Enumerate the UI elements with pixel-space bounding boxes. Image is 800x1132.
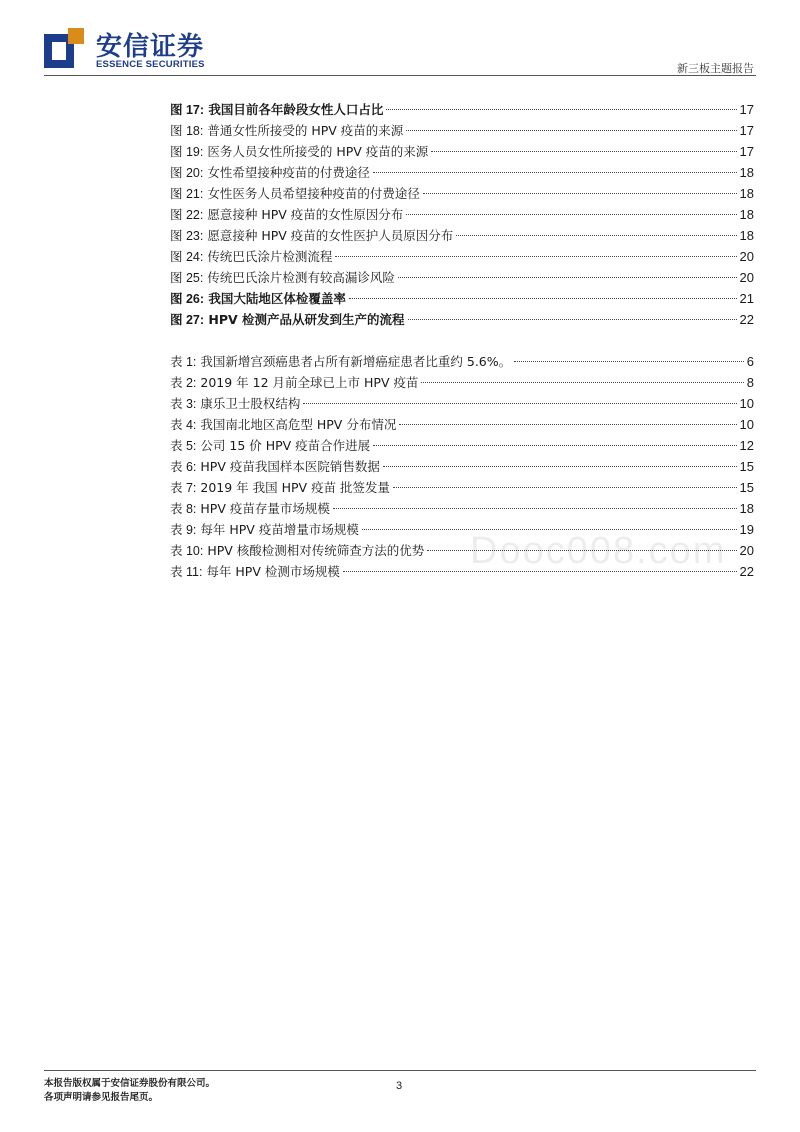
table-entry-number: 表 4: — [170, 418, 197, 432]
figure-entry-title: 女性希望接种疫苗的付费途径 — [207, 165, 370, 180]
figure-entry-title: 传统巴氏涂片检测有较高漏诊风险 — [207, 270, 395, 285]
table-entry-title: HPV 疫苗存量市场规模 — [200, 501, 330, 516]
table-entry-page: 15 — [739, 480, 754, 495]
logo-chinese-name: 安信证券 — [96, 32, 205, 62]
dot-leader — [421, 382, 743, 383]
figure-entry-number: 图 17: — [170, 103, 205, 117]
figure-entry-page: 20 — [739, 249, 754, 264]
figure-entry-label — [170, 120, 403, 142]
figure-entry-page: 18 — [739, 165, 754, 180]
dot-leader — [427, 550, 736, 551]
figure-entry-title: 医务人员女性所接受的 HPV 疫苗的来源 — [207, 144, 429, 159]
dot-leader — [456, 235, 736, 236]
logo-english-name: ESSENCE SECURITIES — [96, 59, 205, 70]
dot-leader — [386, 109, 736, 110]
figure-entry[interactable] — [170, 162, 754, 183]
table-entry[interactable] — [170, 414, 754, 435]
dot-leader — [373, 172, 737, 173]
table-entry-page: 22 — [739, 564, 754, 579]
figure-entry-label — [170, 204, 403, 226]
figure-entry[interactable] — [170, 309, 754, 330]
figure-entry-number: 图 19: — [170, 145, 204, 159]
figure-entry-page: 20 — [739, 270, 754, 285]
figure-entry-title: HPV 检测产品从研发到生产的流程 — [208, 312, 405, 327]
footer-copyright: 本报告版权属于安信证券股份有限公司。 — [44, 1078, 216, 1089]
footer-notice: 各项声明请参见报告尾页。 — [44, 1092, 159, 1103]
figure-entry-page: 22 — [739, 312, 754, 327]
table-entry[interactable] — [170, 372, 754, 393]
table-entry-title: HPV 核酸检测相对传统筛查方法的优势 — [207, 543, 425, 558]
table-entry-page: 18 — [739, 501, 754, 516]
table-entry-label — [170, 435, 370, 457]
figure-entry-title: 愿意接种 HPV 疫苗的女性原因分布 — [207, 207, 404, 222]
table-entry-title: HPV 疫苗我国样本医院销售数据 — [200, 459, 380, 474]
dot-leader — [406, 214, 736, 215]
figure-entry-label — [170, 99, 383, 121]
table-entry-number: 表 6: — [170, 460, 197, 474]
table-entry[interactable] — [170, 519, 754, 540]
figure-entry-number: 图 22: — [170, 208, 204, 222]
table-entry-page: 20 — [739, 543, 754, 558]
figure-entry-number: 图 23: — [170, 229, 204, 243]
table-entry-title: 2019 年 12 月前全球已上市 HPV 疫苗 — [200, 375, 419, 390]
footer-disclaimer — [44, 1077, 215, 1105]
figure-entry-number: 图 24: — [170, 250, 204, 264]
table-entry[interactable] — [170, 498, 754, 519]
table-entry[interactable] — [170, 351, 754, 372]
table-entry-label — [170, 477, 390, 499]
table-entry-page: 10 — [739, 417, 754, 432]
table-entry-title: 每年 HPV 检测市场规模 — [206, 564, 340, 579]
figure-entry-page: 17 — [739, 102, 754, 117]
table-entry[interactable] — [170, 456, 754, 477]
figure-entry-label — [170, 246, 332, 268]
figure-entry-label — [170, 183, 420, 205]
table-entry[interactable] — [170, 561, 754, 582]
table-entry-number: 表 3: — [170, 397, 197, 411]
figure-entry-label — [170, 267, 395, 289]
table-entry-label — [170, 393, 300, 415]
figure-entry[interactable] — [170, 288, 754, 309]
figure-entry-number: 图 26: — [170, 292, 205, 306]
table-entry-label — [170, 414, 396, 436]
figure-entry-title: 传统巴氏涂片检测流程 — [207, 249, 333, 264]
table-entry-title: 我国南北地区高危型 HPV 分布情况 — [200, 417, 397, 432]
table-entry-number: 表 9: — [170, 523, 197, 537]
table-entry-page: 15 — [739, 459, 754, 474]
table-entry-number: 表 7: — [170, 481, 197, 495]
table-entry-label — [170, 540, 424, 562]
page-header — [0, 0, 800, 80]
report-type: 新三板主题报告 — [677, 62, 754, 75]
table-entry-page: 12 — [739, 438, 754, 453]
dot-leader — [333, 508, 737, 509]
table-entry-number: 表 11: — [170, 565, 203, 579]
figure-entry-number: 图 21: — [170, 187, 204, 201]
table-entry-title: 公司 15 价 HPV 疫苗合作进展 — [200, 438, 371, 453]
table-entry[interactable] — [170, 477, 754, 498]
figure-entry-title: 普通女性所接受的 HPV 疫苗的来源 — [207, 123, 404, 138]
dot-leader — [408, 319, 737, 320]
table-entry-label — [170, 351, 511, 373]
dot-leader — [423, 193, 737, 194]
dot-leader — [399, 424, 736, 425]
figure-entry-number: 图 25: — [170, 271, 204, 285]
watermark: Dooc008.com — [470, 530, 727, 572]
table-entry-label — [170, 372, 418, 394]
header-divider — [44, 75, 756, 76]
figure-entry[interactable] — [170, 141, 754, 162]
figure-entry-page: 17 — [739, 123, 754, 138]
figure-entry[interactable] — [170, 204, 754, 225]
figure-entry-title: 女性医务人员希望接种疫苗的付费途径 — [207, 186, 420, 201]
table-entry-label — [170, 519, 359, 541]
figure-entry[interactable] — [170, 183, 754, 204]
table-entry[interactable] — [170, 393, 754, 414]
table-entry-title: 我国新增宫颈癌患者占所有新增癌症患者比重约 5.6%。 — [200, 354, 512, 369]
table-entry-number: 表 10: — [170, 544, 204, 558]
figure-entry-page: 18 — [739, 228, 754, 243]
figure-entry[interactable] — [170, 225, 754, 246]
figure-entry-number: 图 27: — [170, 313, 205, 327]
table-entry-label — [170, 561, 340, 583]
figure-entry[interactable] — [170, 99, 754, 120]
figure-entry-page: 18 — [739, 207, 754, 222]
figure-entry-page: 21 — [739, 291, 754, 306]
table-entry-label — [170, 498, 330, 520]
dot-leader — [393, 487, 736, 488]
table-entry-title: 康乐卫士股权结构 — [200, 396, 301, 411]
table-entry[interactable] — [170, 435, 754, 456]
dot-leader — [335, 256, 736, 257]
dot-leader — [343, 571, 737, 572]
table-entry-page: 10 — [739, 396, 754, 411]
table-entry-number: 表 1: — [170, 355, 197, 369]
dot-leader — [383, 466, 737, 467]
dot-leader — [303, 403, 736, 404]
table-entry-title: 每年 HPV 疫苗增量市场规模 — [200, 522, 359, 537]
table-entry-number: 表 5: — [170, 439, 197, 453]
figure-list — [170, 99, 754, 330]
table-entry[interactable] — [170, 540, 754, 561]
table-entry-label — [170, 456, 380, 478]
dot-leader — [349, 298, 737, 299]
table-entry-page: 6 — [746, 354, 754, 369]
table-entry-number: 表 2: — [170, 376, 197, 390]
table-entry-page: 8 — [746, 375, 754, 390]
figure-entry-page: 17 — [739, 144, 754, 159]
figure-entry[interactable] — [170, 120, 754, 141]
figure-entry-label — [170, 225, 453, 247]
essence-logo-icon — [44, 28, 84, 68]
table-entry-number: 表 8: — [170, 502, 197, 516]
figure-entry[interactable] — [170, 246, 754, 267]
dot-leader — [431, 151, 736, 152]
page-number: 3 — [396, 1080, 403, 1092]
table-list — [170, 351, 754, 582]
footer-divider — [44, 1070, 756, 1071]
table-entry-title: 2019 年 我国 HPV 疫苗 批签发量 — [200, 480, 391, 495]
figure-entry-label — [170, 309, 405, 331]
figure-entry-label — [170, 288, 346, 310]
figure-entry[interactable] — [170, 267, 754, 288]
figure-entry-label — [170, 162, 370, 184]
figure-entry-number: 图 20: — [170, 166, 204, 180]
figure-entry-title: 我国目前各年龄段女性人口占比 — [208, 102, 384, 117]
table-entry-page: 19 — [739, 522, 754, 537]
dot-leader — [362, 529, 737, 530]
figure-entry-label — [170, 141, 428, 163]
dot-leader — [514, 361, 744, 362]
dot-leader — [398, 277, 737, 278]
figure-entry-page: 18 — [739, 186, 754, 201]
dot-leader — [406, 130, 736, 131]
figure-entry-title: 愿意接种 HPV 疫苗的女性医护人员原因分布 — [207, 228, 454, 243]
dot-leader — [373, 445, 736, 446]
figure-entry-title: 我国大陆地区体检覆盖率 — [208, 291, 346, 306]
figure-entry-number: 图 18: — [170, 124, 204, 138]
